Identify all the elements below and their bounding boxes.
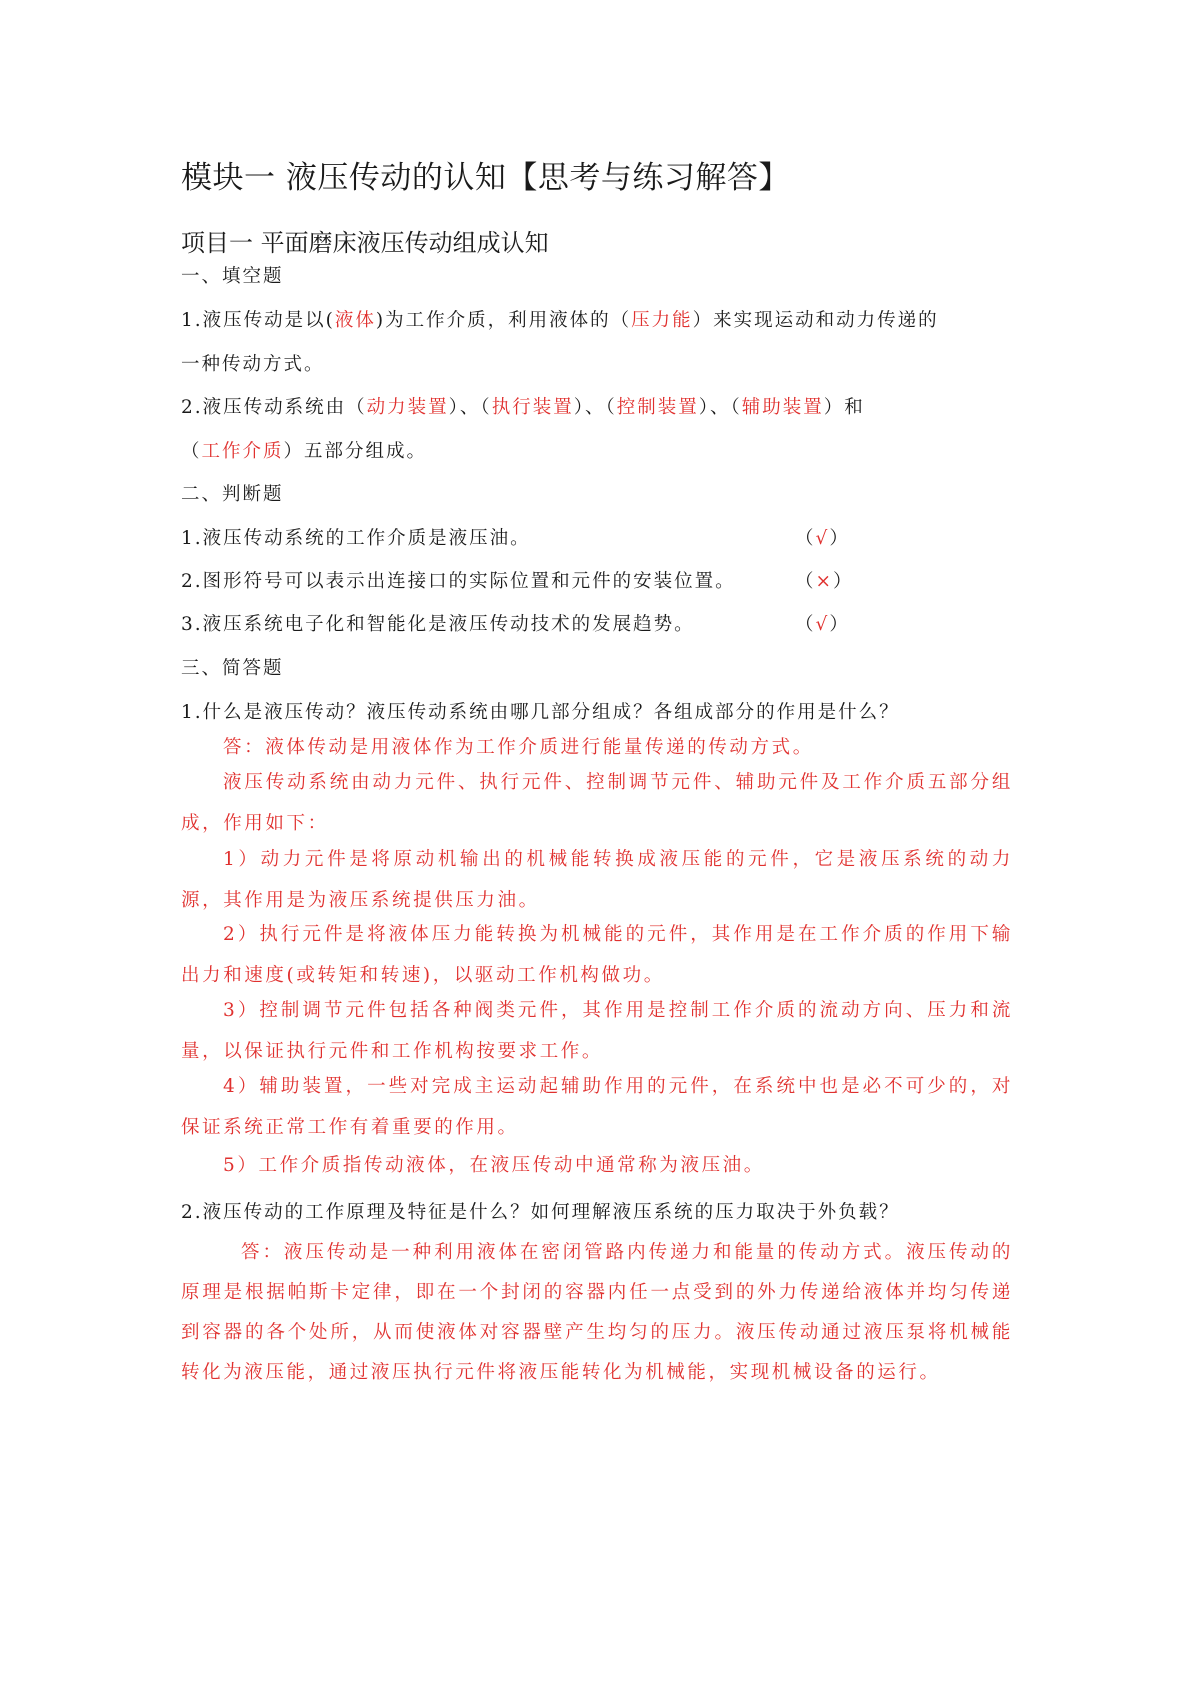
answer-1-item-4: 4）辅助装置，一些对完成主运动起辅助作用的元件，在系统中也是必不可少的，对保证系统正常工作有着重要的作用。 [181, 1076, 1013, 1138]
answer-1-item-1: 1）动力元件是将原动机输出的机械能转换成液压能的元件，它是液压系统的动力源，其作用是为液压系统提供压力油。 [181, 849, 1013, 911]
judge-item-1: 1.液压传动系统的工作介质是液压油。 [181, 528, 531, 549]
fill-question-1: 1.液压传动是以(液体)为工作介质，利用液体的（压力能）来实现运动和动力传递的 [181, 310, 939, 331]
answer-1-para: 液压传动系统由动力元件、执行元件、控制调节元件、辅助元件及工作介质五部分组成，作用如下： [181, 772, 1013, 834]
project-title: 项目一 平面磨床液压传动组成认知 [181, 229, 549, 257]
judge-answer-1: （√） [795, 528, 850, 549]
fill-question-2-cont: （工作介质）五部分组成。 [181, 441, 428, 462]
answer-blank: 液体 [334, 310, 376, 331]
section-heading-true-false: 二、判断题 [181, 484, 284, 505]
answer-blank: 辅助装置 [741, 397, 824, 418]
fill-question-2: 2.液压传动系统由（动力装置）、（执行装置）、（控制装置）、（辅助装置）和 [181, 397, 865, 418]
answer-1-intro: 答：液体传动是用液体作为工作介质进行能量传递的传动方式。 [223, 737, 814, 758]
answer-blank: 压力能 [631, 310, 693, 331]
answer-blank: 控制装置 [616, 397, 699, 418]
section-heading-fill-blank: 一、填空题 [181, 266, 284, 287]
answer-1-item-2: 2）执行元件是将液体压力能转换为机械能的元件，其作用是在工作介质的作用下输出力和速度(或转矩和转速)，以驱动工作机构做功。 [181, 924, 1013, 986]
judge-item-3: 3.液压系统电子化和智能化是液压传动技术的发展趋势。 [181, 614, 695, 635]
answer-2-para: 答：液压传动是一种利用液体在密闭管路内传递力和能量的传动方式。液压传动的原理是根据帕斯卡定律，即在一个封闭的容器内任一点受到的外力传递给液体并均匀传递到容器的各个处所，从而使液体对容器壁产生均匀的压力。液压传动通过液压泵将机械能转化为液压能，通过液压执行元件将液压能转化为机械能，实现机械设备的运行。 [181, 1242, 1013, 1383]
judge-answer-2: （×） [795, 571, 854, 592]
answer-blank: 动力装置 [366, 397, 449, 418]
answer-1-item-3: 3）控制调节元件包括各种阀类元件，其作用是控制工作介质的流动方向、压力和流量，以保证执行元件和工作机构按要求工作。 [181, 1000, 1013, 1062]
section-heading-short-answer: 三、简答题 [181, 658, 284, 679]
check-mark: √ [815, 614, 830, 635]
answer-1-item-5: 5）工作介质指传动液体，在液压传动中通常称为液压油。 [223, 1155, 765, 1176]
answer-blank: 工作介质 [201, 441, 284, 462]
check-mark: √ [815, 528, 830, 549]
short-question-1: 1.什么是液压传动？液压传动系统由哪几部分组成？各组成部分的作用是什么？ [181, 702, 900, 723]
answer-blank: 执行装置 [491, 397, 574, 418]
fill-question-1-cont: 一种传动方式。 [181, 354, 325, 375]
judge-answer-3: （√） [795, 614, 850, 635]
cross-mark: × [815, 571, 834, 592]
judge-item-2: 2.图形符号可以表示出连接口的实际位置和元件的安装位置。 [181, 571, 736, 592]
short-question-2: 2.液压传动的工作原理及特征是什么？如何理解液压系统的压力取决于外负载？ [181, 1202, 900, 1223]
page-title: 模块一 液压传动的认知【思考与练习解答】 [181, 160, 790, 196]
